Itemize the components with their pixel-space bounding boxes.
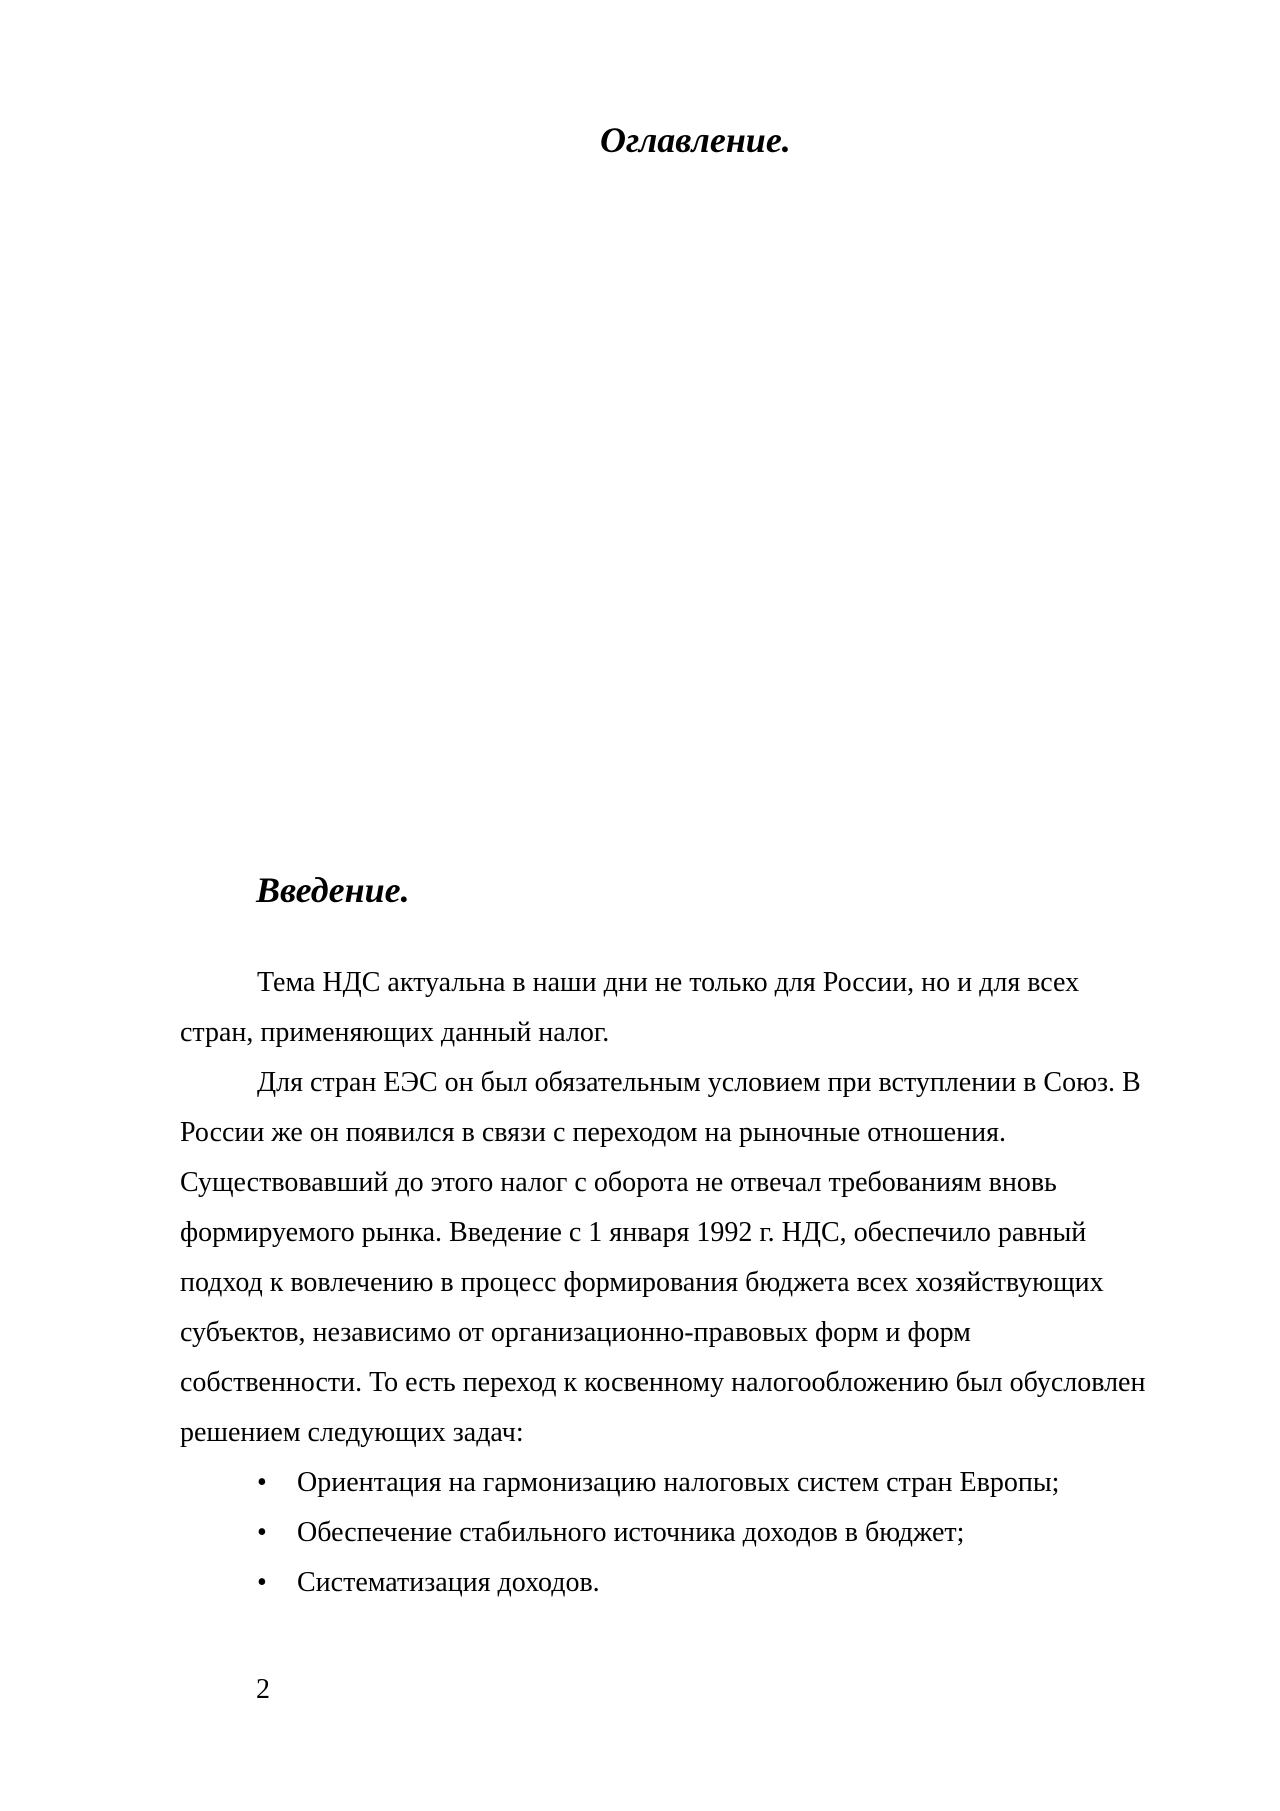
toc-heading: Оглавление. — [600, 120, 791, 160]
paragraph-2: Для стран ЕЭС он был обязательным условием при вступлении в Союз. В России же он появился в связи с переходом на рыночные отношения. Существовавший до этого налог с оборота не отвечал требованиям вновь формируемого рынка. Введение с 1 января 1992 г. НДС, обеспечило равный подход к вовлечению в процесс формирования бюджета всех хозяйствующих субъектов, независимо от организационно-правовых форм и форм собственности. То есть переход к косвенному налогообложению был обусловлен решением следующих задач: — [180, 1067, 1146, 1448]
bullet-icon: • — [257, 1517, 267, 1548]
paragraph-1: Тема НДС актуальна в наши дни не только для России, но и для всех стран, применяющих данный налог. — [180, 967, 1080, 1048]
list-item-text: Обеспечение стабильного источника доходов в бюджет; — [297, 1517, 965, 1548]
list-item — [180, 1508, 1150, 1558]
introduction-body — [180, 958, 1150, 1608]
list-item — [180, 1458, 1150, 1508]
bullet-icon: • — [257, 1567, 267, 1598]
tasks-list — [180, 1458, 1150, 1608]
list-item — [180, 1558, 1150, 1608]
page-number: 2 — [256, 1674, 270, 1705]
introduction-heading: Введение. — [256, 870, 410, 910]
list-item-text: Систематизация доходов. — [297, 1567, 600, 1598]
list-item-text: Ориентация на гармонизацию налоговых систем стран Европы; — [297, 1467, 1060, 1498]
bullet-icon: • — [257, 1467, 267, 1498]
